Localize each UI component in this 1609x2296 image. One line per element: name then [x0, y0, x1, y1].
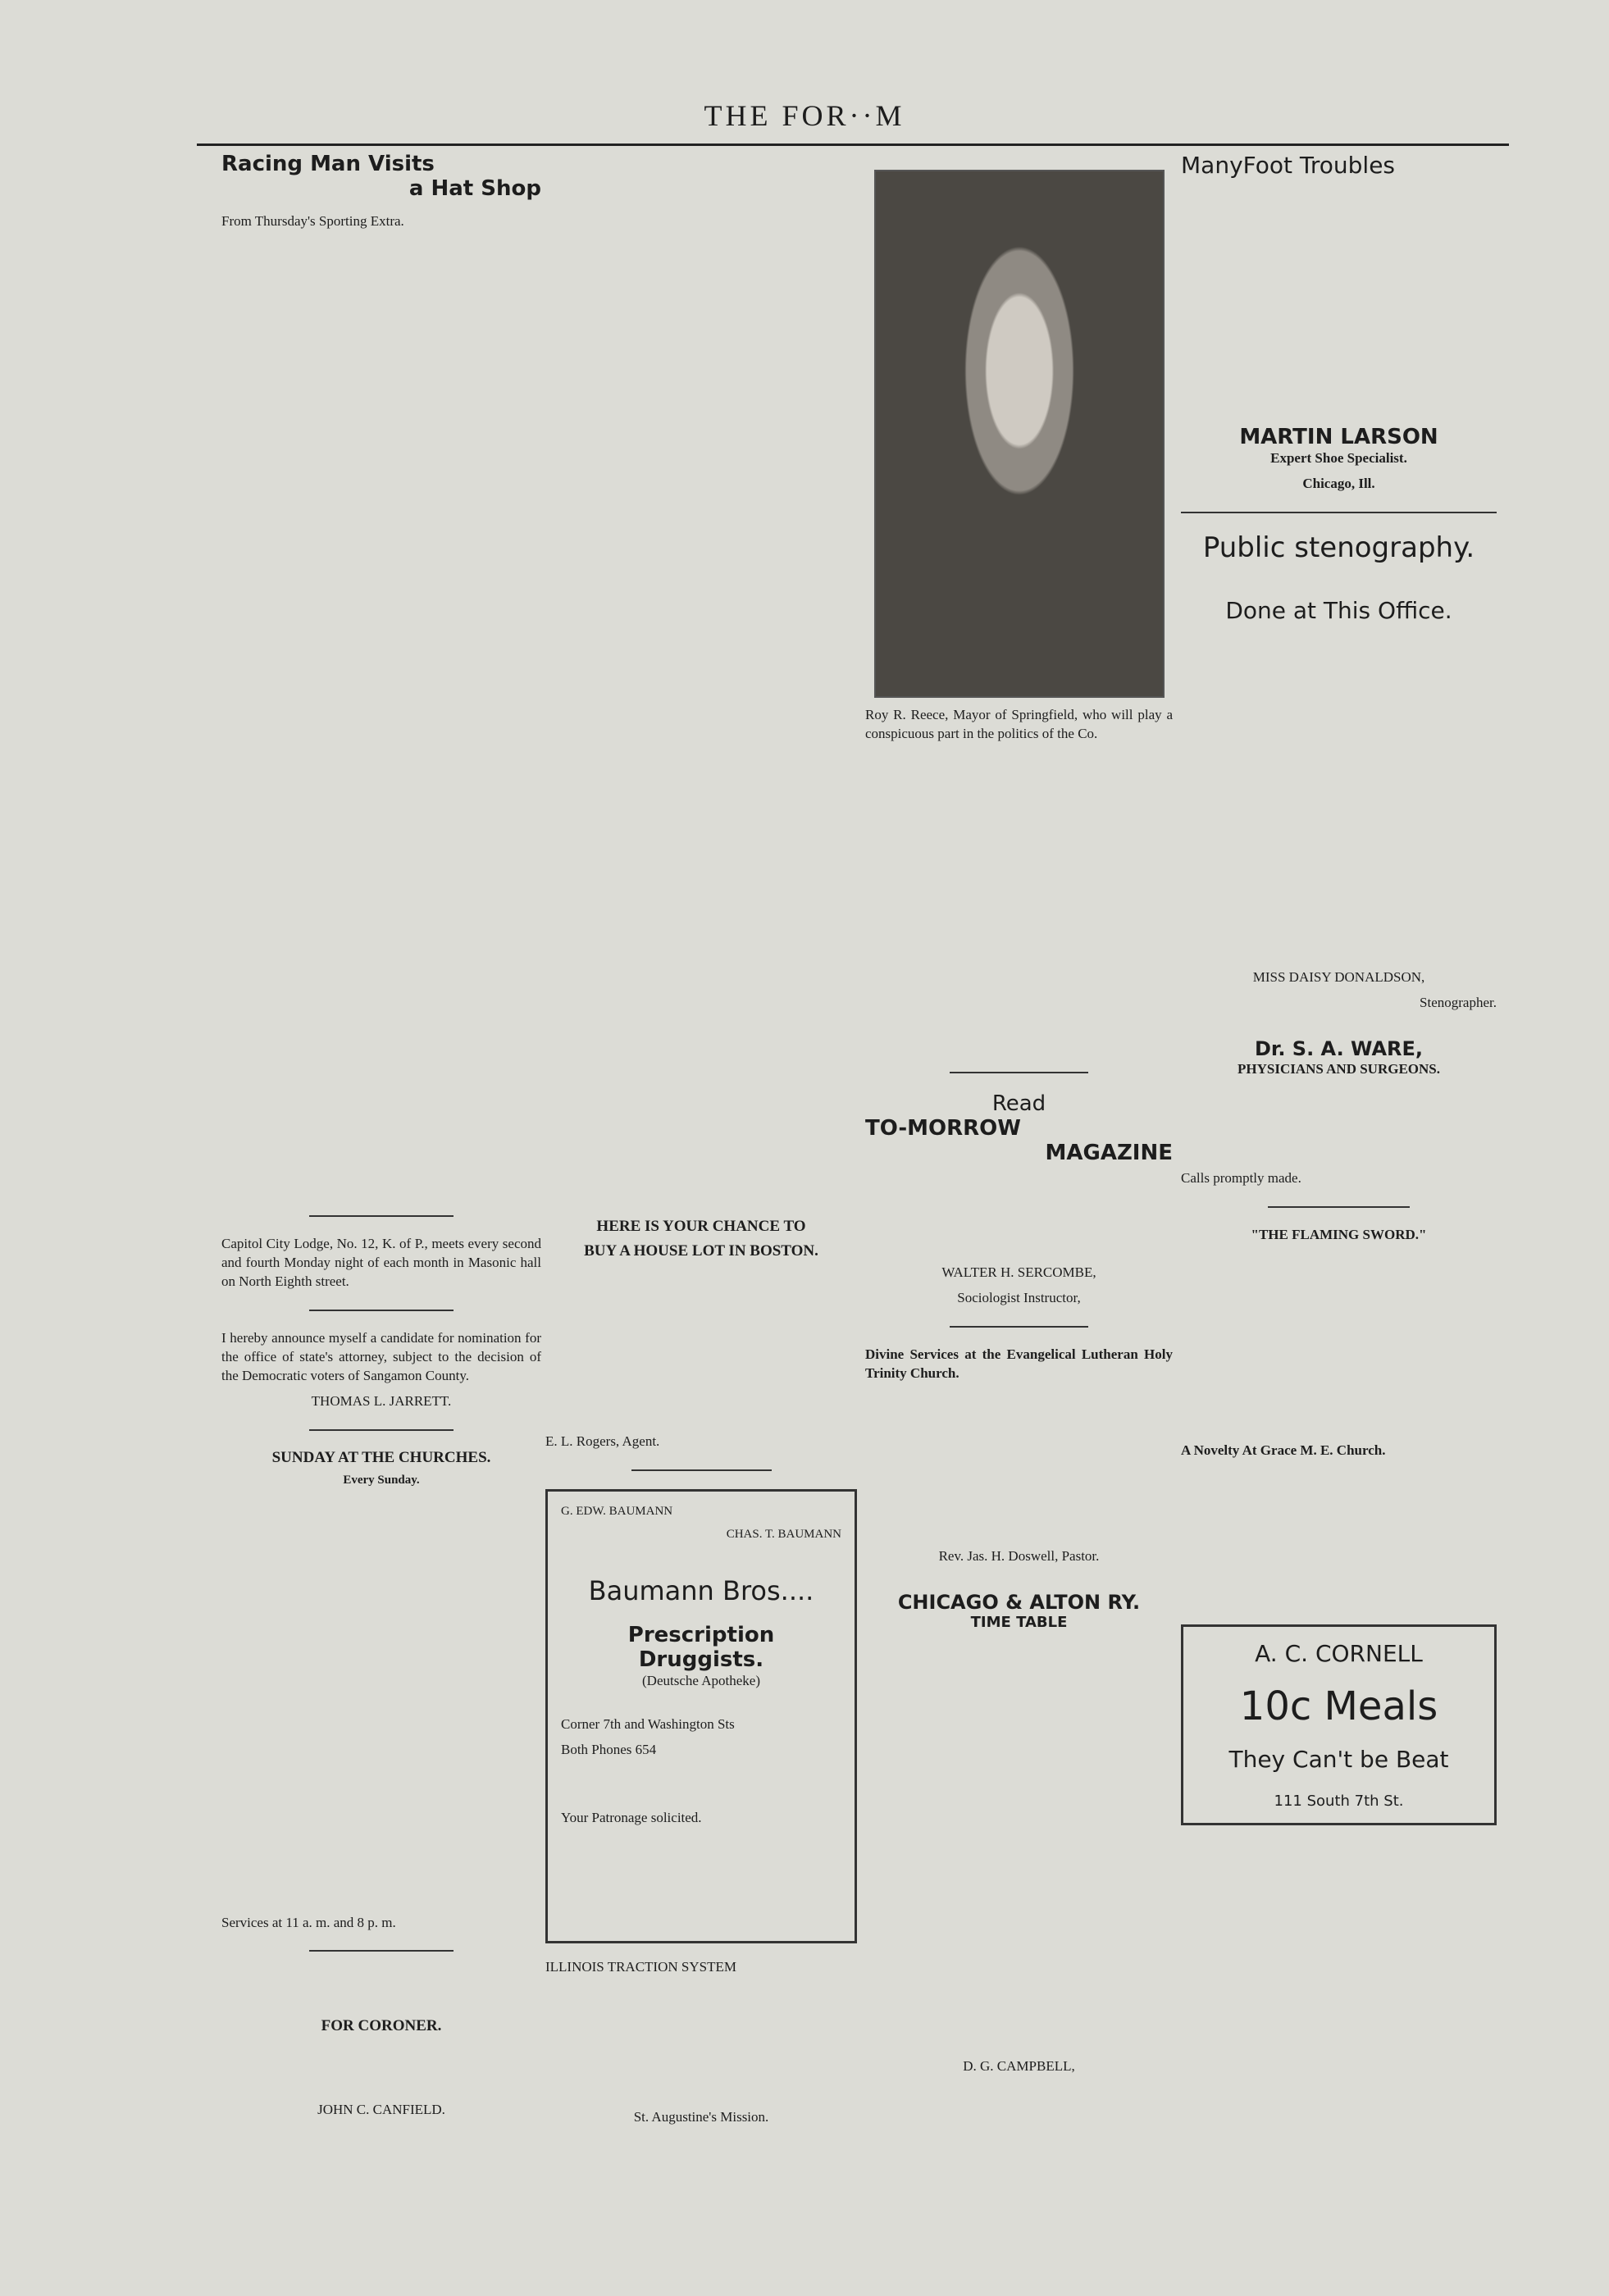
railroad-subtitle: TIME TABLE [970, 1613, 1068, 1631]
baumann-address: Corner 7th and Washington Sts [561, 1716, 735, 1733]
baumann-phones: Both Phones 654 [561, 1742, 657, 1758]
cornell-ad [1181, 1624, 1497, 1825]
sword-title: "THE FLAMING SWORD." [1251, 1226, 1427, 1242]
cornell-meals: 10c Meals [1239, 1683, 1438, 1729]
lutheran-title: Divine Services at the Evangelical Lutheran Holy Trinity Church. [865, 1346, 1173, 1381]
separator [309, 1310, 454, 1311]
larson-role: Expert Shoe Specialist. [1270, 450, 1407, 466]
larson-name: MARTIN LARSON [1239, 425, 1438, 449]
jarrett-name: THOMAS L. JARRETT. [311, 1392, 452, 1409]
lutheran-pastor: Rev. Jas. H. Doswell, Pastor. [938, 1547, 1100, 1564]
baumann-owner-2: CHAS. T. BAUMANN [726, 1528, 841, 1542]
separator [950, 1326, 1088, 1328]
ware-sub: PHYSICIANS AND SURGEONS. [1237, 1060, 1441, 1077]
column-3 [865, 152, 1173, 2292]
steno-done: Done at This Office. [1225, 596, 1452, 624]
baumann-line-1: Prescription [627, 1623, 775, 1648]
separator [631, 1469, 772, 1471]
cornell-address: 111 South 7th St. [1274, 1792, 1404, 1810]
portrait-photo [874, 170, 1165, 698]
portrait-caption: Roy R. Reece, Mayor of Springfield, who will play a conspicuous part in the politics of the Co. [865, 707, 1173, 741]
services-time: Services at 11 a. m. and 8 p. m. [221, 1914, 396, 1930]
traction-title: ILLINOIS TRACTION SYSTEM [545, 1958, 736, 1975]
column-4 [1181, 152, 1497, 2292]
lodge-notice: Capitol City Lodge, No. 12, K. of P., meets every second and fourth Monday night of each month in Masonic hall on North Eighth street. [221, 1235, 541, 1289]
separator [309, 1429, 454, 1431]
column-1 [221, 152, 541, 2292]
baumann-name: Baumann Bros.... [588, 1575, 814, 1607]
cornell-beat: They Can't be Beat [1228, 1745, 1449, 1773]
railroad-title: CHICAGO & ALTON RY. [897, 1590, 1141, 1614]
read-label: Read [991, 1091, 1046, 1116]
novelty-title: A Novelty At Grace M. E. Church. [1181, 1442, 1386, 1458]
separator [950, 1072, 1088, 1073]
ware-title: Dr. S. A. WARE, [1254, 1036, 1424, 1060]
baumann-line-2: Druggists. [638, 1647, 764, 1673]
lot-title-1: HERE IS YOUR CHANCE TO [596, 1218, 806, 1235]
racing-title-1: Racing Man Visits [221, 152, 435, 176]
magazine-contact: WALTER H. SERCOMBE, [941, 1264, 1096, 1280]
jarrett-announcement: I hereby announce myself a candidate for nomination for the office of state's attorney, subject to the decision of the Democratic voters of Sangamon County. [221, 1329, 541, 1383]
column-2 [545, 152, 857, 2292]
churches-subtitle: Every Sunday. [343, 1473, 420, 1487]
masthead-rule [197, 144, 1509, 146]
steno-title: Public stenography. [1202, 531, 1475, 564]
steno-role: Stenographer. [1420, 994, 1497, 1010]
baumann-patronage: Your Patronage solicited. [561, 1810, 702, 1826]
steno-contact: MISS DAISY DONALDSON, [1252, 968, 1425, 985]
separator [1181, 512, 1497, 513]
racing-source: From Thursday's Sporting Extra. [221, 213, 404, 229]
racing-article [221, 152, 541, 231]
larson-city: Chicago, Ill. [1302, 475, 1375, 491]
baumann-ad [545, 1489, 857, 1943]
cornell-name: A. C. CORNELL [1255, 1639, 1423, 1667]
coroner-title: FOR CORONER. [321, 2017, 442, 2035]
baumann-owner-1: G. EDW. BAUMANN [561, 1504, 673, 1518]
masthead: THE FOR··M [704, 99, 905, 132]
separator [309, 1215, 454, 1217]
railroad-agent: D. G. CAMPBELL, [963, 2057, 1075, 2074]
separator [309, 1950, 454, 1952]
churches-title: SUNDAY AT THE CHURCHES. [271, 1448, 491, 1466]
separator [1268, 1206, 1410, 1208]
lot-title-2: BUY A HOUSE LOT IN BOSTON. [584, 1242, 818, 1260]
racing-title-2: a Hat Shop [408, 176, 541, 201]
coroner-name: JOHN C. CANFIELD. [317, 2102, 445, 2118]
baumann-german: (Deutsche Apotheke) [642, 1673, 760, 1689]
magazine-title-1: TO-MORROW [865, 1115, 1021, 1141]
magazine-role: Sociologist Instructor, [957, 1289, 1081, 1305]
lot-agent: E. L. Rogers, Agent. [545, 1433, 660, 1449]
ware-calls: Calls promptly made. [1181, 1169, 1301, 1186]
augustine-title: St. Augustine's Mission. [633, 2108, 769, 2125]
foot-title: ManyFoot Troubles [1181, 152, 1396, 179]
magazine-title-2: MAGAZINE [1045, 1140, 1173, 1165]
